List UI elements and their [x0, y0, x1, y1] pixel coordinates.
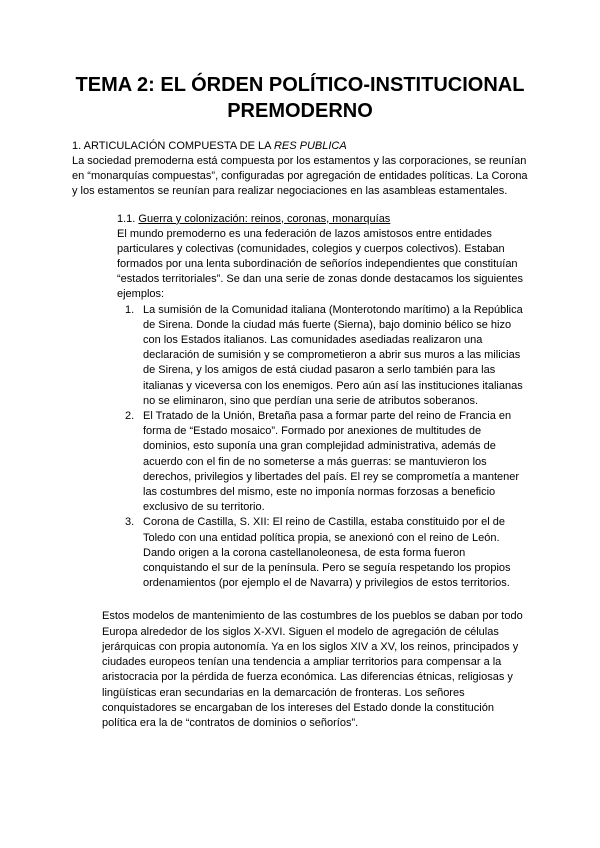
closing-paragraph: Estos modelos de mantenimiento de las costumbres de los pueblos se daban por todo Europa alrededor de los siglos X-XVI. Siguen el modelo de agregación de células jerárquicas con propia autonomía. Ya en los siglos XIV a XV, los reinos, principados y ciudades europeos tenían una tendencia a ampliar territorios para compensar a la aristocracia por la pérdida de fuerza económica. Las diferencias étnicas, religiosas y lingüísticas eran secundarias en la demarcación de fronteras. Los señores conquistadores se encargaban de los intereses del Estado donde la constitución política era la de “contratos de dominios o señoríos”.: [102, 610, 523, 729]
subsection-number: 1.1.: [117, 212, 139, 225]
list-item-text: La sumisión de la Comunidad italiana (Monterotondo marítimo) a la República de Sirena. Donde la ciudad más fuerte (Sierna), bajo dominio bélico se hizo con los Estados italianos. Las comunidades asediadas realizaron una declaración de sumisión y se comprometieron a abrir sus muros a las milicias de Sirena, y los amigos de está ciudad pasaron a serlo también para las italianas y viceversa con los enemigos. Pero aún así las instituciones italianas no se eliminaron, sino que perdían una serie de atributos soberanos.: [143, 303, 523, 407]
section-heading-emphasis: RES PUBLICA: [273, 140, 347, 152]
title-line-1: TEMA 2: EL ÓRDEN POLÍTICO-INSTITUCIONAL: [75, 74, 525, 96]
subsection-heading: [117, 212, 528, 227]
section-heading: [72, 139, 528, 154]
subsection-title: Guerra y colonización: reinos, coronas, monarquías: [138, 212, 391, 225]
subsection-paragraph: El mundo premoderno es una federación de lazos amistosos entre entidades particulares y colectivas (comunidades, colegios y cuerpos colectivos). Estaban formados por una lenta subordinación de señoríos independientes que constituían “estados territoriales”. Se dan una serie de zonas donde destacamos los siguientes ejemplos:: [117, 227, 524, 301]
list-item: [117, 303, 528, 409]
closing-block: [102, 609, 528, 731]
subsection-block: [117, 212, 528, 592]
section-paragraph: La sociedad premoderna está compuesta por los estamentos y las corporaciones, se reunían en “monarquías compuestas”, configuradas por agregación de entidades políticas. La Corona y los estamentos se reunían para realizar negociaciones en las asambleas estamentales.: [72, 155, 528, 198]
document-title: [72, 72, 528, 124]
list-item-number: 3.: [125, 516, 135, 529]
examples-list: [117, 303, 528, 592]
list-item-text: El Tratado de la Unión, Bretaña pasa a formar parte del reino de Francia en forma de “Estado mosaico”. Formado por anexiones de multitudes de dominios, esto suponía una gran complejidad administrativa, además de acuerdo con el fin de no someterse a más guerras: se mantuvieron los derechos, privilegios y libertades del país. El rey se comprometía a mantener las costumbres del mismo, este no imponía normas forzosas a beneficio exclusivo de su territorio.: [143, 410, 520, 514]
list-item-number: 2.: [125, 410, 135, 423]
title-line-2: PREMODERNO: [227, 100, 373, 122]
list-item-text: Corona de Castilla, S. XII: El reino de Castilla, estaba constituido por el de Toledo con una entidad política propia, se anexionó con el reino de León. Dando origen a la corona castellanoleonesa, de esta forma fueron conquistando el sur de la península. Pero se seguía respetando los propios ordenamientos (por ejemplo el de Navarra) y privilegios de estos territorios.: [143, 516, 511, 590]
section-heading-prefix: 1. ARTICULACIÓN COMPUESTA DE LA: [72, 140, 274, 152]
list-item: [117, 515, 528, 591]
list-item: [117, 409, 528, 515]
list-item-number: 1.: [125, 303, 135, 316]
